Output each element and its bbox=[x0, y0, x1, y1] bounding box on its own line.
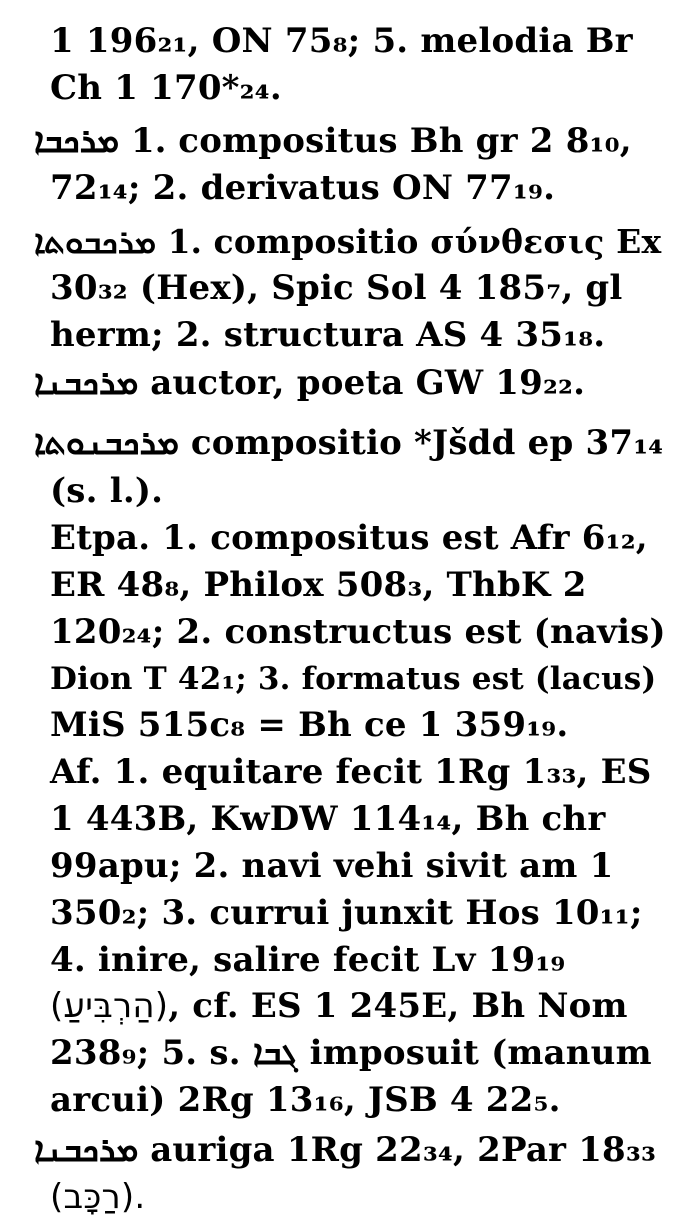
entry-line bbox=[34, 1127, 656, 1173]
syriac-lemma: ܡܪܟܒܢܘܬܐ bbox=[34, 423, 180, 463]
text-line: herm; 2. structura AS 4 35₁₈. bbox=[50, 315, 606, 355]
entry-text: 1. compositio σύνθεσις Ex bbox=[156, 222, 662, 261]
text-line: Af. 1. equitare fecit 1Rg 1₃₃, ES bbox=[50, 752, 652, 792]
entry-line bbox=[34, 420, 663, 466]
entry-line bbox=[34, 118, 632, 164]
text-line: Ch 1 170*₂₄. bbox=[50, 68, 282, 108]
text-line: 99apu; 2. navi vehi sivit am 1 bbox=[50, 846, 614, 886]
text-line: Dion T 42₁; 3. formatus est (lacus) bbox=[50, 661, 657, 697]
text-line: 238₉; 5. s. ܓܒܐ imposuit (manum bbox=[50, 1033, 652, 1073]
entry-text: auriga 1Rg 22₃₄, 2Par 18₃₃ bbox=[138, 1130, 657, 1170]
text-line: (s. l.). bbox=[50, 471, 164, 511]
entry-line bbox=[34, 219, 661, 265]
text-line: Etpa. 1. compositus est Afr 6₁₂, bbox=[50, 518, 648, 558]
hebrew-word: (רַכָּב). bbox=[50, 1177, 146, 1217]
text-line: arcui) 2Rg 13₁₆, JSB 4 22₅. bbox=[50, 1080, 561, 1120]
text-line: ER 48₈, Philox 508₃, ThbK 2 bbox=[50, 565, 587, 605]
entry-line bbox=[34, 360, 585, 406]
syriac-lemma: ܡܪܟܒܢܐ bbox=[34, 1130, 139, 1170]
text-line: 72₁₄; 2. derivatus ON 77₁₉. bbox=[50, 168, 556, 208]
hebrew-word: (הַרְבִּיעַ) bbox=[50, 986, 169, 1026]
entry-text: compositio *Jšdd ep 37₁₄ bbox=[179, 423, 664, 463]
syriac-lemma: ܡܪܟܒܢܐ bbox=[34, 363, 139, 403]
text-line: 350₂; 3. currui junxit Hos 10₁₁; bbox=[50, 893, 643, 933]
text-line bbox=[50, 1174, 145, 1220]
text-line: 30₃₂ (Hex), Spic Sol 4 185₇, gl bbox=[50, 268, 623, 308]
entry-text: auctor, poeta GW 19₂₂. bbox=[138, 363, 586, 403]
text-line bbox=[50, 983, 628, 1029]
text-line: MiS 515c₈ = Bh ce 1 359₁₉. bbox=[50, 705, 569, 745]
text-line: 4. inire, salire fecit Lv 19₁₉ bbox=[50, 940, 566, 980]
text-line: 1 443B, KwDW 114₁₄, Bh chr bbox=[50, 799, 606, 839]
entry-text: , cf. ES 1 245E, Bh Nom bbox=[168, 986, 628, 1026]
text-line: 1 196₂₁, ON 75₈; 5. melodia Br bbox=[50, 21, 633, 61]
syriac-lemma: ܡܪܟܒܘܬܐ bbox=[34, 222, 157, 261]
entry-text: 1. compositus Bh gr 2 8₁₀, bbox=[119, 121, 632, 161]
syriac-lemma: ܡܪܟܒܐ bbox=[34, 121, 120, 161]
text-line: 120₂₄; 2. constructus est (navis) bbox=[50, 612, 666, 652]
